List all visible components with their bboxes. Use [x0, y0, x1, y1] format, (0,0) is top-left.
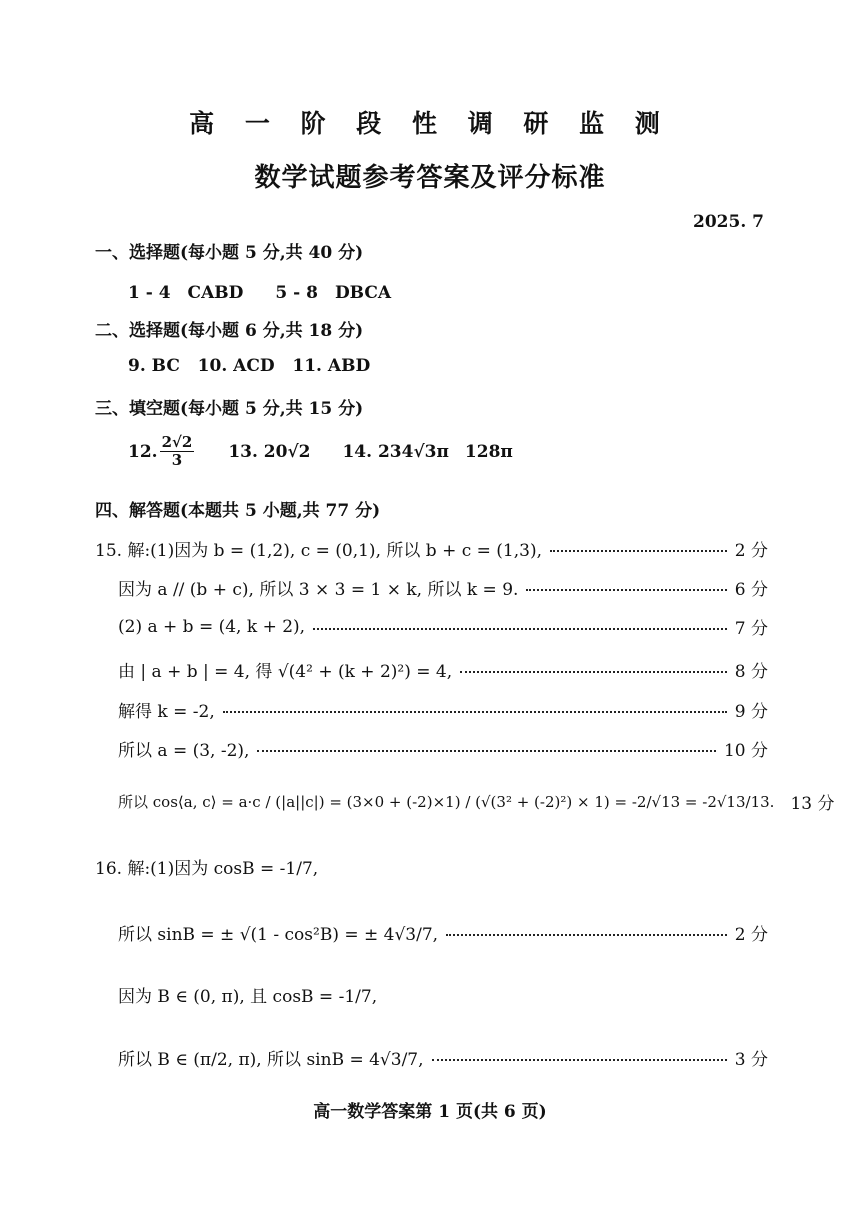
section-heading-2: 二、选择题(每小题 6 分,共 18 分) — [95, 321, 364, 341]
points: 9 分 — [734, 702, 768, 722]
leader-dots — [313, 628, 727, 630]
solution-line — [95, 536, 768, 561]
solution-line — [118, 614, 768, 639]
solution-text: 所以 B ∈ (π/2, π), 所以 sinB = 4√3/7, — [118, 1050, 424, 1070]
answer-group: 5 - 8 DBCA — [275, 283, 392, 303]
leader-dots — [432, 1059, 727, 1061]
page-title: 高 一 阶 段 性 调 研 监 测 — [189, 109, 671, 138]
answer-item: 10. ACD — [197, 356, 275, 376]
fraction-num: 2√2 — [161, 433, 193, 451]
solution-text: 因为 a // (b + c), 所以 3 × 3 = 1 × k, 所以 k = 9. — [118, 580, 519, 600]
section-heading-3: 三、填空题(每小题 5 分,共 15 分) — [95, 399, 364, 419]
leader-dots — [460, 671, 727, 673]
solution-line — [95, 854, 768, 879]
solution-text: 所以 a = (3, -2), — [118, 741, 250, 761]
answers-1 — [128, 278, 391, 303]
solution-line — [118, 920, 768, 945]
points: 10 分 — [723, 741, 768, 761]
answers-3 — [128, 434, 513, 470]
solution-text: 因为 B ∈ (0, π), 且 cosB = -1/7, — [118, 987, 378, 1007]
solution-text: 由 | a + b | = 4, 得 √(4² + (k + 2)²) = 4, — [118, 662, 453, 682]
section-heading-1: 一、选择题(每小题 5 分,共 40 分) — [95, 243, 364, 263]
solution-line — [118, 657, 768, 682]
solution-line — [118, 789, 835, 814]
answer-item: 9. BC — [128, 356, 180, 376]
answer-item: 11. ABD — [292, 356, 371, 376]
page-subtitle: 数学试题参考答案及评分标准 — [254, 163, 606, 193]
solution-text: (2) a + b = (4, k + 2), — [118, 616, 306, 637]
section-heading-4: 四、解答题(本题共 5 小题,共 77 分) — [95, 501, 381, 521]
points: 7 分 — [734, 619, 768, 639]
solution-line — [118, 1045, 768, 1070]
points: 2 分 — [734, 541, 768, 561]
fraction — [160, 434, 195, 470]
points: 8 分 — [734, 662, 768, 682]
leader-dots — [257, 750, 716, 752]
solution-text: 解得 k = -2, — [118, 702, 215, 722]
solution-text: 所以 sinB = ± √(1 - cos²B) = ± 4√3/7, — [118, 925, 439, 945]
solution-line — [118, 575, 768, 600]
solution-line — [118, 736, 768, 761]
solution-line — [118, 982, 768, 1007]
answer-item: 14. 234√3π — [342, 441, 449, 462]
leader-dots — [550, 550, 727, 552]
page-footer: 高一数学答案第 1 页(共 6 页) — [313, 1102, 547, 1122]
points: 13 分 — [790, 794, 835, 814]
solution-text: 所以 cos⟨a, c⟩ = a·c / (|a||c|) = (3×0 + (-2)×1) / (√(3² + (-2)²) × 1) = -2/√13 = -2√13/13. — [118, 793, 775, 811]
solution-text: 16. 解:(1)因为 cosB = -1/7, — [95, 859, 319, 879]
answer-group: 1 - 4 CABD — [128, 283, 244, 303]
leader-dots — [446, 934, 727, 936]
date: 2025. 7 — [693, 212, 764, 232]
points: 6 分 — [734, 580, 768, 600]
solution-line — [118, 697, 768, 722]
answer-item: 128π — [464, 441, 513, 462]
leader-dots — [526, 589, 726, 591]
points: 2 分 — [734, 925, 768, 945]
points: 3 分 — [734, 1050, 768, 1070]
answer-item: 13. 20√2 — [228, 441, 311, 462]
answers-2 — [128, 356, 370, 376]
fraction-den: 3 — [171, 451, 183, 470]
answer-item: 12. — [128, 441, 158, 462]
solution-text: 15. 解:(1)因为 b = (1,2), c = (0,1), 所以 b + c = (1,3), — [95, 541, 542, 561]
leader-dots — [223, 711, 727, 713]
